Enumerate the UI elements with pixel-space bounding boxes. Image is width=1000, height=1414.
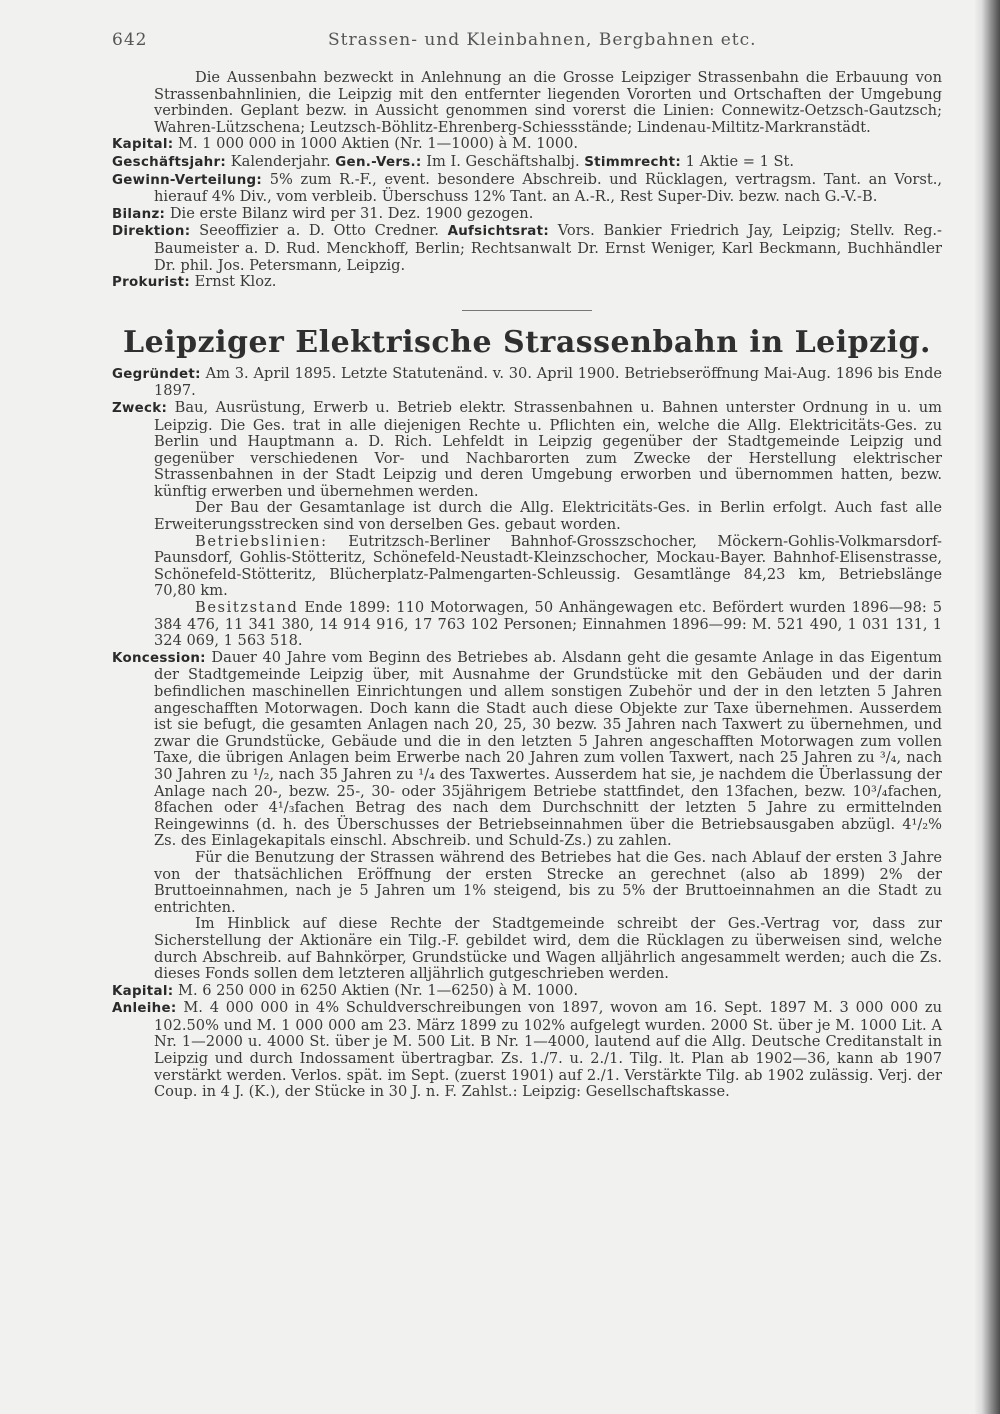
gegruendet-text: Am 3. April 1895. Letzte Statutenänd. v. 30. April 1900. Betriebseröffnung Mai-Aug. 1896 bis Ende 1897. — [154, 364, 942, 400]
kapital-label: Kapital: — [112, 137, 174, 153]
aufsichtsrat-label: Aufsichtsrat: — [447, 224, 549, 240]
besitzstand-text: Ende 1899: 110 Motorwagen, 50 Anhängewagen etc. Befördert wurden 1896—98: 5 384 476, 11 341 380, 14 914 916, 17 763 102 Personen; Einnahmen 1896—99: M. 521 490, 1 031 131, 1 324 069, 1 563 518. — [154, 599, 942, 650]
betriebslinien-text: Eutritzsch-Berliner Bahnhof-Grosszschocher, Möckern-Gohlis-Volkmarsdorf-Paunsdorf, Gohlis-Stötteritz, Schönefeld-Neustadt-Kleinzschocher, Mockau-Bayer. Bahnhof-Elisenstrasse, Schönefeld-Stötteritz, Blücherplatz-Palmengarten-Schleussig. Gesamtlänge 84,23 km, Betriebslänge 70,80 km. — [154, 532, 942, 600]
page-header — [112, 30, 942, 70]
geschaeftsjahr-text: Kalenderjahr. — [226, 152, 336, 170]
gegruendet-label: Gegründet: — [112, 366, 201, 382]
koncession-text: Dauer 40 Jahre vom Beginn des Betriebes ab. Alsdann geht die gesamte Anlage in das Eigentum der Stadtgemeinde Leipzig über, mit Ausnahme der Grundstücke mit den Gebäuden und der darin befindlichen maschinellen Einrichtungen und allem sonstigen Zubehör und der in den letzten 5 Jahren angeschafften Motorwagen. Doch kann die Stadt auch diese Objekte zur Taxe übernehmen. Ausserdem ist sie befugt, die gesamten Anlagen nach 20, 25, 30 bezw. 35 Jahren nach Taxwert zu übernehmen, und zwar die Grundstücke, Gebäude und die in den letzten 5 Jahren angeschafften Motorwagen zum vollen Taxe, die übrigen Anlagen beim Erwerbe nach 20 Jahren zum vollen Taxwert, nach 25 Jahren zu ³/₄, nach 30 Jahren zu ¹/₂, nach 35 Jahren zu ¹/₄ des Taxwertes. Ausserdem hat sie, je nachdem die Überlassung der Anlage nach 20-, bezw. 25-, 30- oder 35jährigem Betriebe stattfindet, den 13fachen, bezw. 10³/₄fachen, 8fachen oder 4¹/₃fachen Betrag des nach dem Durchschnitt der letzten 5 Jahre zu ermittelnden Reingewinns (d. h. des Überschusses der Betriebseinnahmen über die Betriebsausgaben abzügl. 4¹/₂% Zs. des Einlagekapitals einschl. Abschreib. und Schuld-Zs.) zu zahlen. — [154, 648, 942, 850]
running-title: Strassen- und Kleinbahnen, Bergbahnen etc. — [328, 30, 757, 50]
kapital2-label: Kapital: — [112, 983, 174, 999]
direktion-text: Seeoffizier a. D. Otto Credner. — [190, 222, 448, 240]
genvers-label: Gen.-Vers.: — [335, 154, 422, 170]
prokurist-entry — [112, 274, 942, 292]
kapital2-entry — [112, 983, 942, 1001]
kapital2-text: M. 6 250 000 in 6250 Aktien (Nr. 1—6250) à M. 1000. — [173, 981, 579, 999]
besitzstand-label: Besitzstand — [195, 599, 299, 617]
bilanz-label: Bilanz: — [112, 206, 166, 222]
geschaeftsjahr-entry — [112, 154, 942, 172]
section-divider — [462, 310, 592, 311]
zweck-entry — [112, 400, 942, 501]
direktion-entry — [112, 223, 942, 274]
koncession-label: Koncession: — [112, 650, 206, 666]
benutzung-paragraph: Für die Benutzung der Strassen während des Betriebes hat die Ges. nach Ablauf der ersten 3 Jahre von der thatsächlichen Eröffnung der ersten Strecke an gerechnet (also ab 1899) 2% der Bruttoeinnahmen, nach je 5 Jahren um 1% steigend, bis zu 5% der Bruttoeinnahmen an die Stadt zu entrichten. — [154, 848, 942, 916]
gewinn-label: Gewinn-Verteilung: — [112, 172, 263, 188]
anleihe-entry — [112, 1000, 942, 1101]
koncession-entry — [112, 650, 942, 850]
bilanz-entry — [112, 206, 942, 224]
zweck-text: Bau, Ausrüstung, Erwerb u. Betrieb elektr. Strassenbahnen u. Bahnen unterster Ordnung in u. um Leipzig. Die Ges. trat in alle diejenigen Rechte u. Pflichten ein, welche die Allg. Elektricitäts-Ges. zu Berlin und Hauptmann a. D. Rich. Lehfeldt in Leipzig gegenüber der Stadtgemeinde Leipzig und gegenüber verschiedenen Vor- und Nachbarorten zum Zwecke der Herstellung elektrischer Strassenbahnen in der Stadt Leipzig und deren Umgebung erworben und übernommen hatten, bezw. künftig erwerben und übernehmen werden. — [154, 398, 942, 500]
hinblick-paragraph: Im Hinblick auf diese Rechte der Stadtgemeinde schreibt der Ges.-Vertrag vor, dass zur Sicherstellung der Aktionäre ein Tilg.-F. gebildet wird, dem die Rücklagen zu überweisen sind, welche durch Abschreib. auf Bahnkörper, Grundstücke und Wagen alljährlich angesammelt werden; auch die Zs. dieses Fonds sollen dem letzteren alljährlich gutgeschrieben werden. — [154, 915, 942, 983]
direktion-label: Direktion: — [112, 224, 191, 240]
besitzstand-paragraph — [112, 600, 942, 650]
geschaeftsjahr-label: Geschäftsjahr: — [112, 154, 227, 170]
section-aussenbahn — [112, 70, 942, 292]
scan-edge-shadow — [974, 0, 1000, 1414]
page-number: 642 — [112, 30, 148, 50]
bau-paragraph: Der Bau der Gesamtanlage ist durch die Allg. Elektricitäts-Ges. in Berlin erfolgt. Auch fast alle Erweiterungsstrecken sind von derselben Ges. gebaut worden. — [154, 499, 942, 534]
bilanz-text: Die erste Bilanz wird per 31. Dez. 1900 gezogen. — [165, 204, 534, 222]
section-leipziger-elektrische — [112, 366, 942, 1101]
prokurist-text: Ernst Kloz. — [189, 273, 277, 291]
betriebslinien-label: Betriebslinien: — [195, 532, 328, 550]
kapital-text: M. 1 000 000 in 1000 Aktien (Nr. 1—1000) à M. 1000. — [173, 135, 579, 153]
gewinn-text: 5% zum R.-F., event. besondere Abschreib. und Rücklagen, vertragsm. Tant. an Vorst., hierauf 4% Div., vom verbleib. Überschuss 12% Tant. an A.-R., Rest Super-Div. bezw. nach G.-V.-B. — [154, 170, 942, 206]
aufsichtsrat-text: Vors. Bankier Friedrich Jay, Leipzig; Stellv. Reg.-Baumeister a. D. Rud. Menckhoff, Berlin; Rechtsanwalt Dr. Ernst Weniger, Karl Beckmann, Buchhändler Dr. phil. Jos. Petersmann, Leipzig. — [154, 222, 942, 274]
genvers-text: Im I. Geschäftshalbj. — [421, 152, 585, 170]
kapital-entry — [112, 136, 942, 154]
prokurist-label: Prokurist: — [112, 275, 190, 291]
stimmrecht-label: Stimmrecht: — [584, 154, 681, 170]
gewinn-entry — [112, 172, 942, 206]
zweck-label: Zweck: — [112, 400, 168, 416]
betriebslinien-paragraph — [112, 534, 942, 600]
gegruendet-entry — [112, 366, 942, 400]
document-page — [112, 30, 942, 1101]
stimmrecht-text: 1 Aktie = 1 St. — [681, 152, 795, 170]
anleihe-text: M. 4 000 000 in 4% Schuldverschreibungen von 1897, wovon am 16. Sept. 1897 M. 3 000 000 zu 102.50% und M. 1 000 000 am 23. März 1899 zu 102% aufgelegt wurden. 2000 St. über je M. 1000 Lit. A Nr. 1—2000 u. 4000 St. über je M. 500 Lit. B Nr. 1—4000, lautend auf die Allg. Deutsche Creditanstalt in Leipzig und durch Indossament übertragbar. Zs. 1./7. u. 2./1. Tilg. lt. Plan ab 1902—36, kann ab 1907 verstärkt werden. Verlos. spät. im Sept. (zuerst 1901) auf 2./1. Verstärkte Tilg. ab 1902 zulässig. Verj. der Coup. in 4 J. (K.), der Stücke in 30 J. n. F. Zahlst.: Leipzig: Gesellschaftskasse. — [154, 999, 942, 1101]
company-title: Leipziger Elektrische Strassenbahn in Leipzig. — [123, 324, 931, 360]
anleihe-label: Anleihe: — [112, 1001, 177, 1017]
intro-paragraph: Die Aussenbahn bezweckt in Anlehnung an die Grosse Leipziger Strassenbahn die Erbauung von Strassenbahnlinien, die Leipzig mit den entfernter liegenden Vororten und Ortschaften der Umgebung verbinden. Geplant bezw. in Aussicht genommen sind vorerst die Linien: Connewitz-Oetzsch-Gautzsch; Wahren-Lützschena; Leutzsch-Böhlitz-Ehrenberg-Schiessstände; Lindenau-Miltitz-Markranstädt. — [154, 69, 942, 136]
